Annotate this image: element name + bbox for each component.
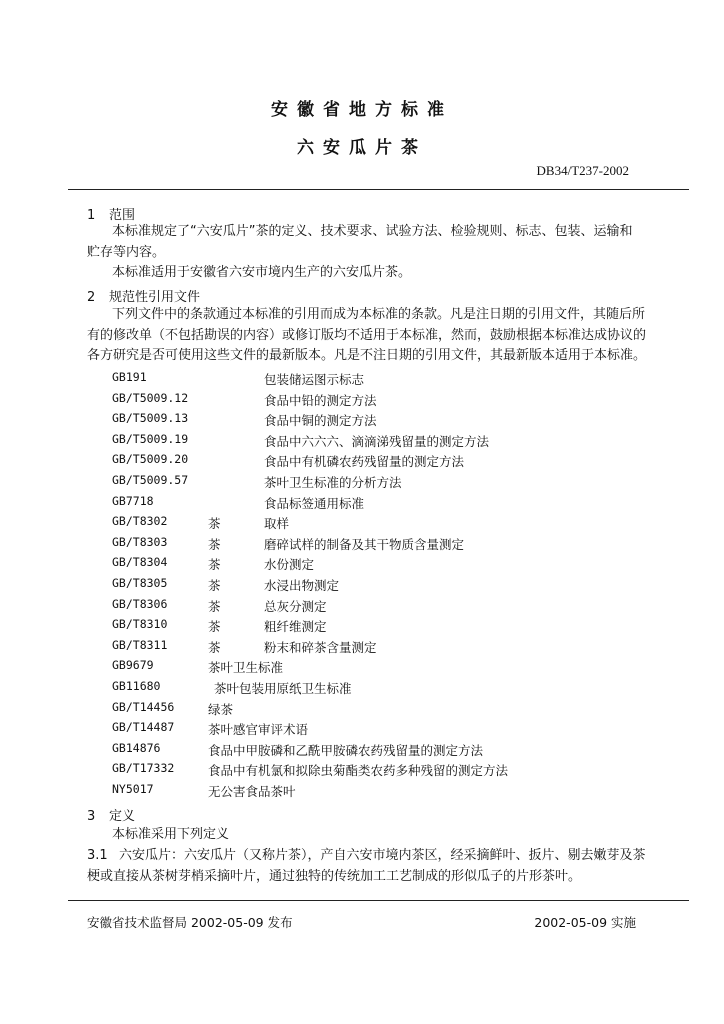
reference-code: GB14876 bbox=[112, 741, 161, 755]
reference-code: GB/T5009.57 bbox=[112, 473, 189, 487]
definition-text-line1: 六安瓜片：六安瓜片（又称片茶），产自六安市境内茶区，经采摘鲜叶、扳片、剔去嫩芽及茶 bbox=[119, 848, 646, 863]
section-2-heading bbox=[87, 286, 200, 305]
reference-code: GB/T5009.19 bbox=[112, 432, 189, 446]
reference-title: 茶叶感官审评术语 bbox=[208, 722, 309, 737]
section-2-para-line2: 有的修改单（不包括勘误的内容）或修订版均不适用于本标准，然而，鼓励根据本标准达成协议的 bbox=[87, 328, 647, 343]
reference-category: 茶 bbox=[208, 516, 221, 531]
reference-code: GB/T14487 bbox=[112, 720, 175, 734]
reference-category: 茶 bbox=[208, 537, 221, 552]
reference-code: GB/T8305 bbox=[112, 576, 168, 590]
definition-line1 bbox=[87, 846, 646, 866]
section-1-para2: 本标准适用于安徽省六安市境内生产的六安瓜片茶。 bbox=[112, 265, 412, 280]
section-number: 3 bbox=[87, 809, 96, 824]
section-title: 定义 bbox=[109, 809, 136, 824]
reference-title: 粉末和碎茶含量测定 bbox=[264, 640, 377, 655]
reference-code: GB/T8306 bbox=[112, 597, 168, 611]
reference-title: 总灰分测定 bbox=[264, 599, 327, 614]
section-2-para-line3: 各方研究是否可使用这些文件的最新版本。凡是不注日期的引用文件，其最新版本适用于本标准。 bbox=[87, 348, 647, 363]
reference-code: GB/T5009.20 bbox=[112, 452, 189, 466]
reference-title: 无公害食品茶叶 bbox=[208, 784, 296, 799]
section-number: 2 bbox=[87, 290, 96, 305]
reference-code: GB/T14456 bbox=[112, 700, 175, 714]
header-rule bbox=[68, 189, 689, 190]
reference-code: GB/T5009.13 bbox=[112, 411, 189, 425]
section-1-para1-line2: 贮存等内容。 bbox=[87, 245, 166, 260]
section-title: 范围 bbox=[109, 208, 136, 223]
reference-code: GB/T8304 bbox=[112, 555, 168, 569]
definition-number: 3.1 bbox=[87, 848, 108, 863]
reference-title: 绿茶 bbox=[208, 702, 234, 717]
reference-title: 茶叶卫生标准 bbox=[208, 660, 284, 675]
reference-title: 磨碎试样的制备及其干物质含量测定 bbox=[264, 537, 465, 552]
section-1-heading bbox=[87, 204, 135, 223]
reference-category: 茶 bbox=[208, 619, 221, 634]
effective-line: 2002-05-09 实施 bbox=[534, 915, 636, 930]
reference-title: 茶叶包装用原纸卫生标准 bbox=[214, 681, 352, 696]
section-2-para-line1: 下列文件中的条款通过本标准的引用而成为本标准的条款。凡是注日期的引用文件，其随后所 bbox=[112, 307, 646, 322]
reference-code: GB/T8311 bbox=[112, 638, 168, 652]
reference-code: GB191 bbox=[112, 370, 147, 384]
reference-category: 茶 bbox=[208, 640, 221, 655]
reference-title: 取样 bbox=[264, 516, 290, 531]
section-title: 规范性引用文件 bbox=[109, 290, 201, 305]
document-title: 六安瓜片茶 bbox=[297, 138, 427, 158]
section-3-intro: 本标准采用下列定义 bbox=[112, 827, 230, 842]
reference-code: GB/T8302 bbox=[112, 514, 168, 528]
reference-title: 食品中有机磷农药残留量的测定方法 bbox=[264, 454, 465, 469]
standard-type: 安徽省地方标准 bbox=[271, 100, 453, 120]
reference-code: GB/T17332 bbox=[112, 761, 175, 775]
reference-title: 粗纤维测定 bbox=[264, 619, 327, 634]
reference-category: 茶 bbox=[208, 599, 221, 614]
section-number: 1 bbox=[87, 208, 96, 223]
reference-title: 食品中有机氯和拟除虫菊酯类农药多种残留的测定方法 bbox=[208, 763, 509, 778]
reference-code: GB7718 bbox=[112, 494, 154, 508]
reference-title: 水浸出物测定 bbox=[264, 578, 340, 593]
definition-line2: 梗或直接从茶树芽梢采摘叶片，通过独特的传统加工工艺制成的形似瓜子的片形茶叶。 bbox=[87, 869, 582, 884]
doc-number: DB34/T237-2002 bbox=[536, 163, 629, 178]
issuer-line: 安徽省技术监督局 2002-05-09 发布 bbox=[87, 915, 293, 930]
reference-title: 食品中甲胺磷和乙酰甲胺磷农药残留量的测定方法 bbox=[208, 743, 484, 758]
reference-code: GB/T8310 bbox=[112, 617, 168, 631]
reference-title: 水份测定 bbox=[264, 557, 315, 572]
reference-title: 食品中六六六、滴滴涕残留量的测定方法 bbox=[264, 434, 490, 449]
reference-title: 包装储运图示标志 bbox=[264, 372, 365, 387]
reference-title: 食品中铜的测定方法 bbox=[264, 413, 377, 428]
reference-code: GB11680 bbox=[112, 679, 161, 693]
reference-category: 茶 bbox=[208, 578, 221, 593]
reference-code: GB/T8303 bbox=[112, 535, 168, 549]
reference-category: 茶 bbox=[208, 557, 221, 572]
reference-code: GB/T5009.12 bbox=[112, 391, 189, 405]
footer-rule bbox=[68, 900, 689, 901]
reference-title: 食品标签通用标准 bbox=[264, 496, 365, 511]
section-3-heading bbox=[87, 805, 135, 824]
section-1-para1-line1: 本标准规定了“六安瓜片”茶的定义、技术要求、试验方法、检验规则、标志、包装、运输和 bbox=[112, 224, 633, 239]
reference-code: GB9679 bbox=[112, 658, 154, 672]
reference-title: 食品中铅的测定方法 bbox=[264, 393, 377, 408]
reference-code: NY5017 bbox=[112, 782, 154, 796]
reference-title: 茶叶卫生标准的分析方法 bbox=[264, 475, 402, 490]
